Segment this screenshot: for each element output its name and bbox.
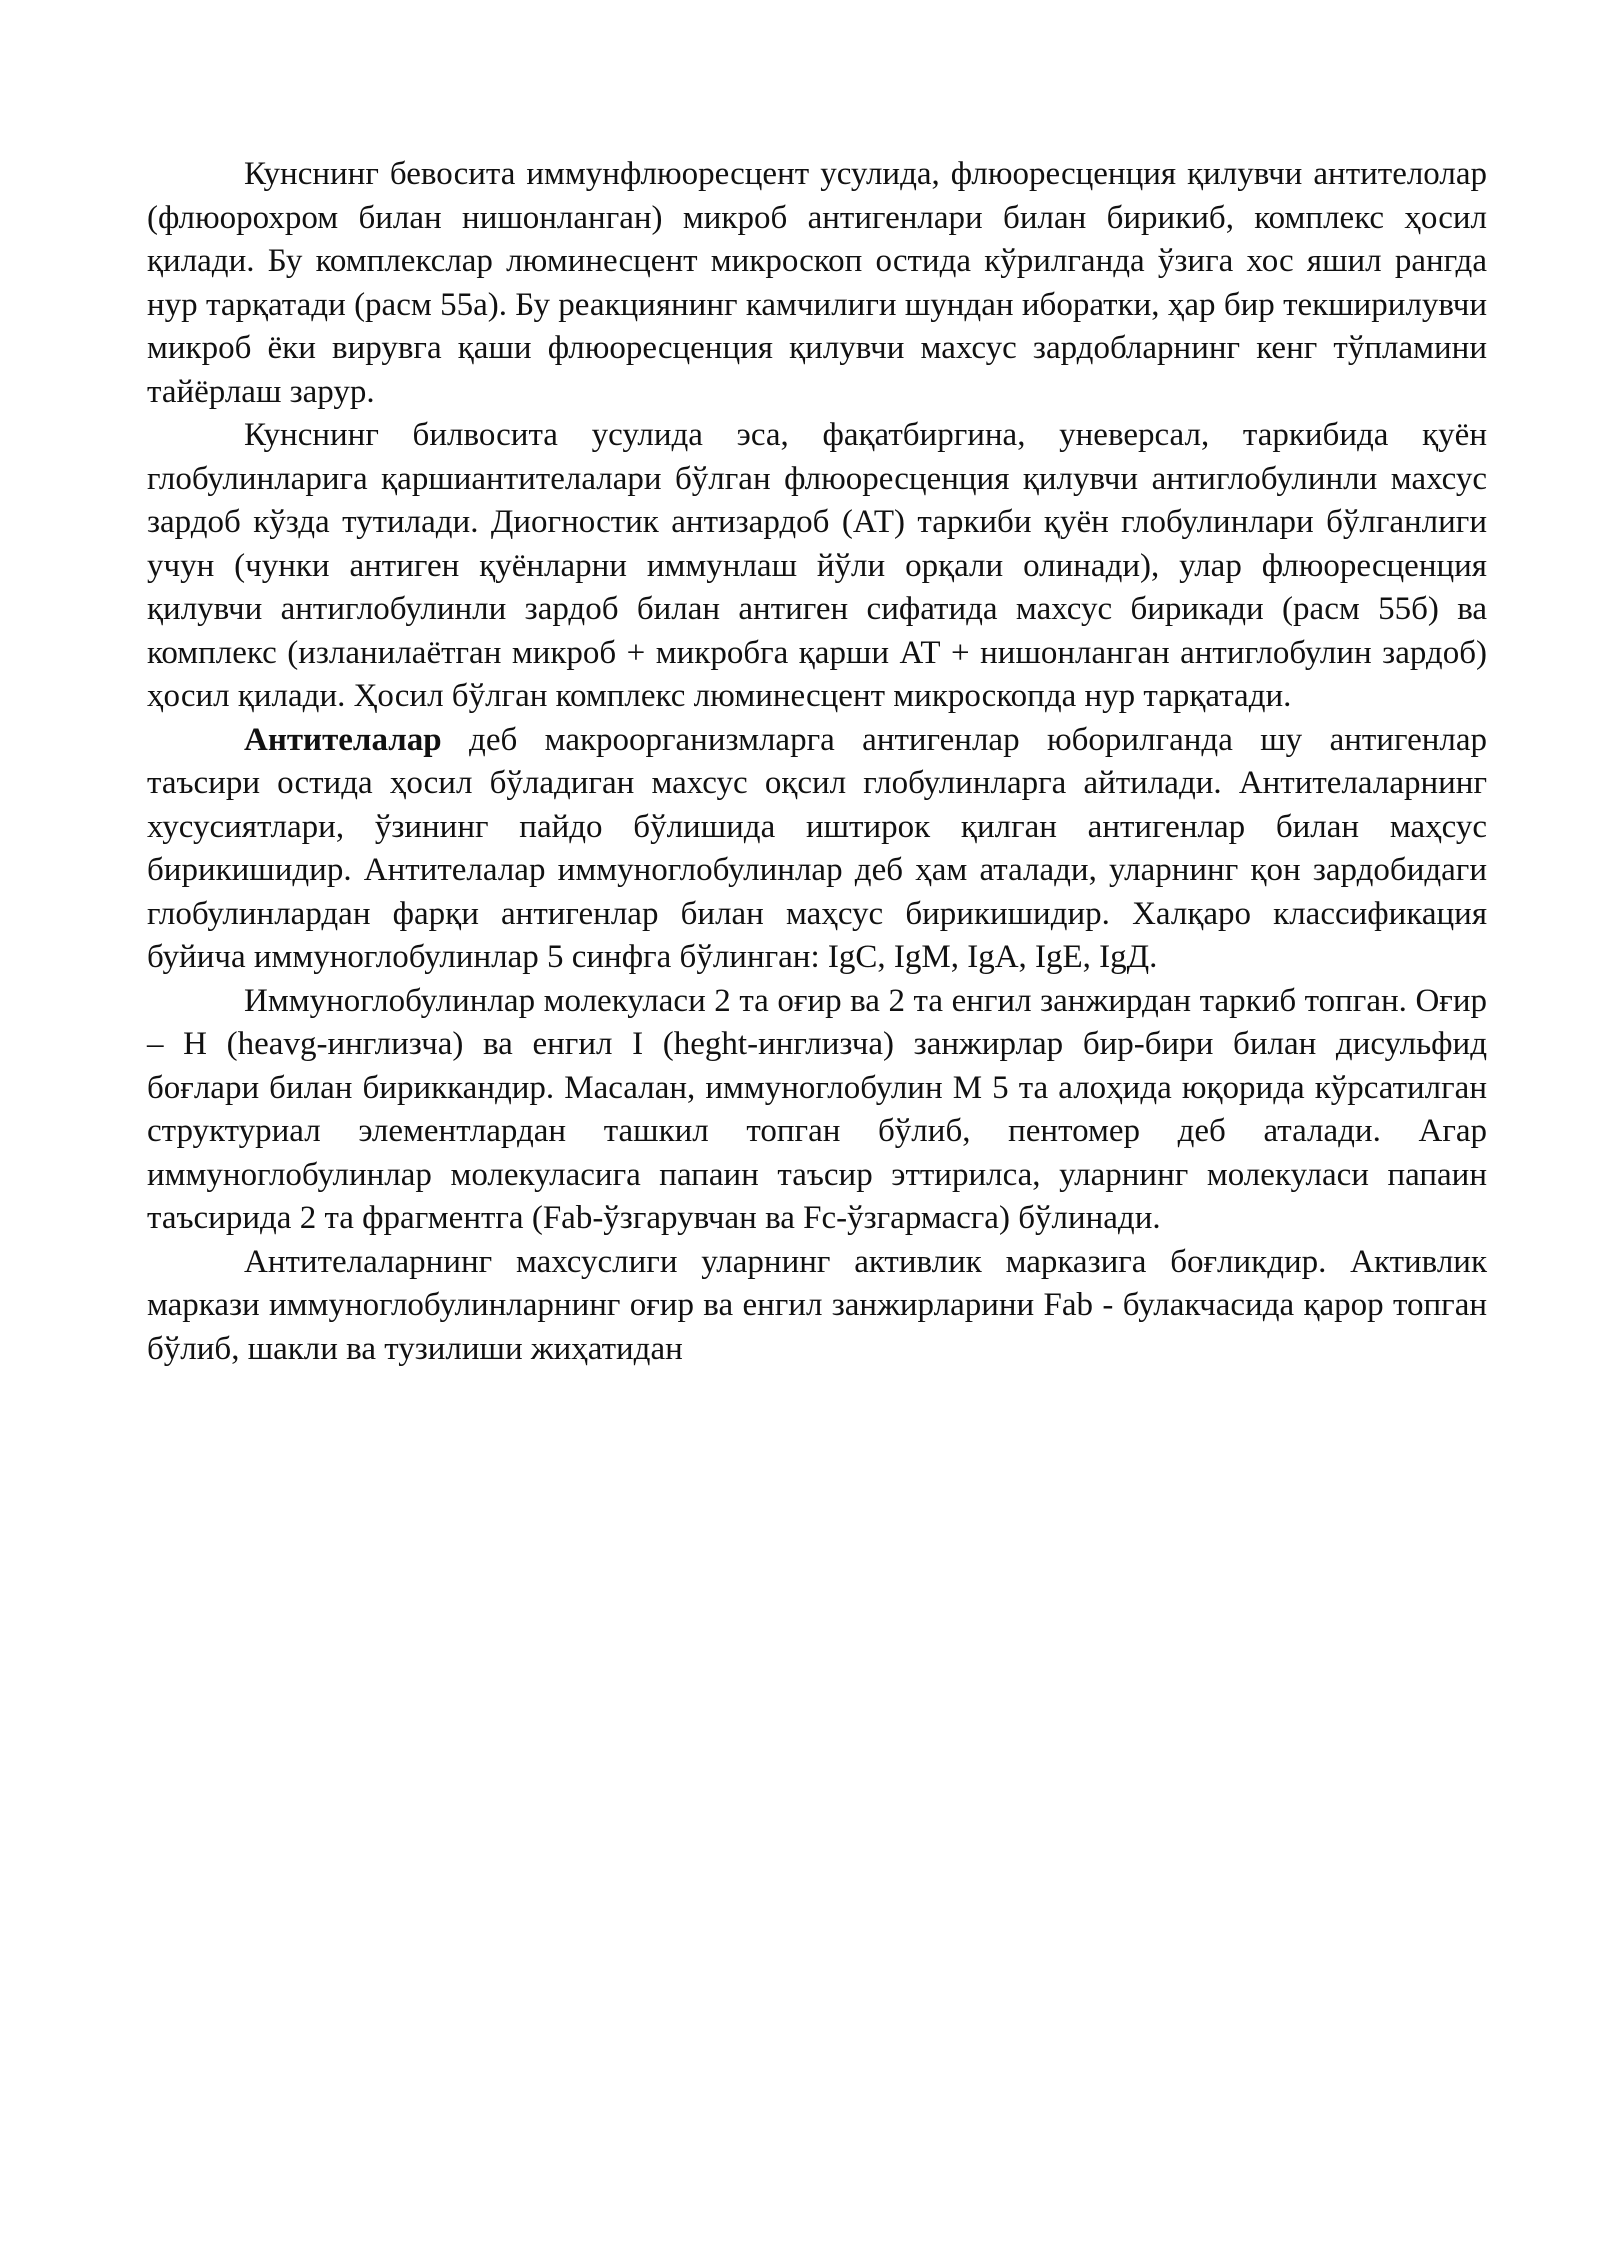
paragraph-immunoglobulin-structure [147, 980, 1487, 1241]
paragraph-direct-immunofluorescence [147, 153, 1487, 414]
paragraph-text: Антителаларнинг махсуслиги уларнинг активлик марказига боғликдир. Активлик маркази иммуноглобулинларнинг оғир ва енгил занжирларини Fab - булакчасида қарор топган бўлиб, шакли ва тузилиши жиҳатидан [147, 1243, 1487, 1367]
paragraph-text: Кунснинг билвосита усулида эса, фақатбиргина, уневерсал, таркибида қуён глобулинларига қаршиантителалари бўлган флюоресценция қилувчи антиглобулинли махсус зардоб кўзда тутилади. Диогностик антизардоб (АТ) таркиби қуён глобулинлари бўлганлиги учун (чунки антиген қуёнларни иммунлаш йўли орқали олинади), улар флюоресценция қилувчи антиглобулинли зардоб билан антиген сифатида махсус бирикади (расм 55б) ва комплекс (изланилаётган микроб + микробга қарши АТ + нишонланган антиглобулин зардоб) ҳосил қилади. Ҳосил бўлган комплекс люминесцент микроскопда нур тарқатади. [147, 417, 1487, 714]
paragraph-text: Иммуноглобулинлар молекуласи 2 та оғир ва 2 та енгил занжирдан таркиб топган. Оғир – H (heavg-инглизча) ва енгил I (heght-инглизча) занжирлар бир-бири билан дисульфид боғлари билан бириккандир. Масалан, иммуноглобулин M 5 та алоҳида юқорида кўрсатилган структуриал элементлардан ташкил топган бўлиб, пентомер деб аталади. Агар иммуноглобулинлар молекуласига папаин таъсир эттирилса, уларнинг молекуласи папаин таъсирида 2 та фрагментга (Fab-ўзгарувчан ва Fc-ўзгармасга) бўлинади. [147, 982, 1487, 1236]
paragraph-text: деб макроорганизмларга антигенлар юборилганда шу антигенлар таъсири остида ҳосил бўладиган махсус оқсил глобулинларга айтилади. Антителаларнинг хусусиятлари, ўзининг пайдо бўлишида иштирок қилган антигенлар билан маҳсус бирикишидир. Антителалар иммуноглобулинлар деб ҳам аталади, уларнинг қон зардобидаги глобулинлардан фарқи антигенлар билан маҳсус бирикишидир. Халқаро классификация буйича иммуноглобулинлар 5 синфга бўлинган: IgC, IgM, IgA, IgE, IgД. [147, 721, 1487, 975]
bold-term: Антителалар [244, 721, 442, 758]
paragraph-antibodies-definition [147, 719, 1487, 980]
paragraph-antibody-specificity [147, 1241, 1487, 1372]
paragraph-text: Кунснинг бевосита иммунфлюоресцент усулида, флюоресценция қилувчи антителолар (флюорохром билан нишонланган) микроб антигенлари билан бирикиб, комплекс ҳосил қилади. Бу комплекслар люминесцент микроскоп остида кўрилганда ўзига хос яшил рангда нур тарқатади (расм 55а). Бу реакциянинг камчилиги шундан иборатки, ҳар бир текширилувчи микроб ёки вирувга қаши флюоресценция қилувчи махсус зардобларнинг кенг тўпламини тайёрлаш зарур. [147, 156, 1487, 410]
document-page [147, 153, 1487, 1371]
paragraph-indirect-method [147, 414, 1487, 719]
